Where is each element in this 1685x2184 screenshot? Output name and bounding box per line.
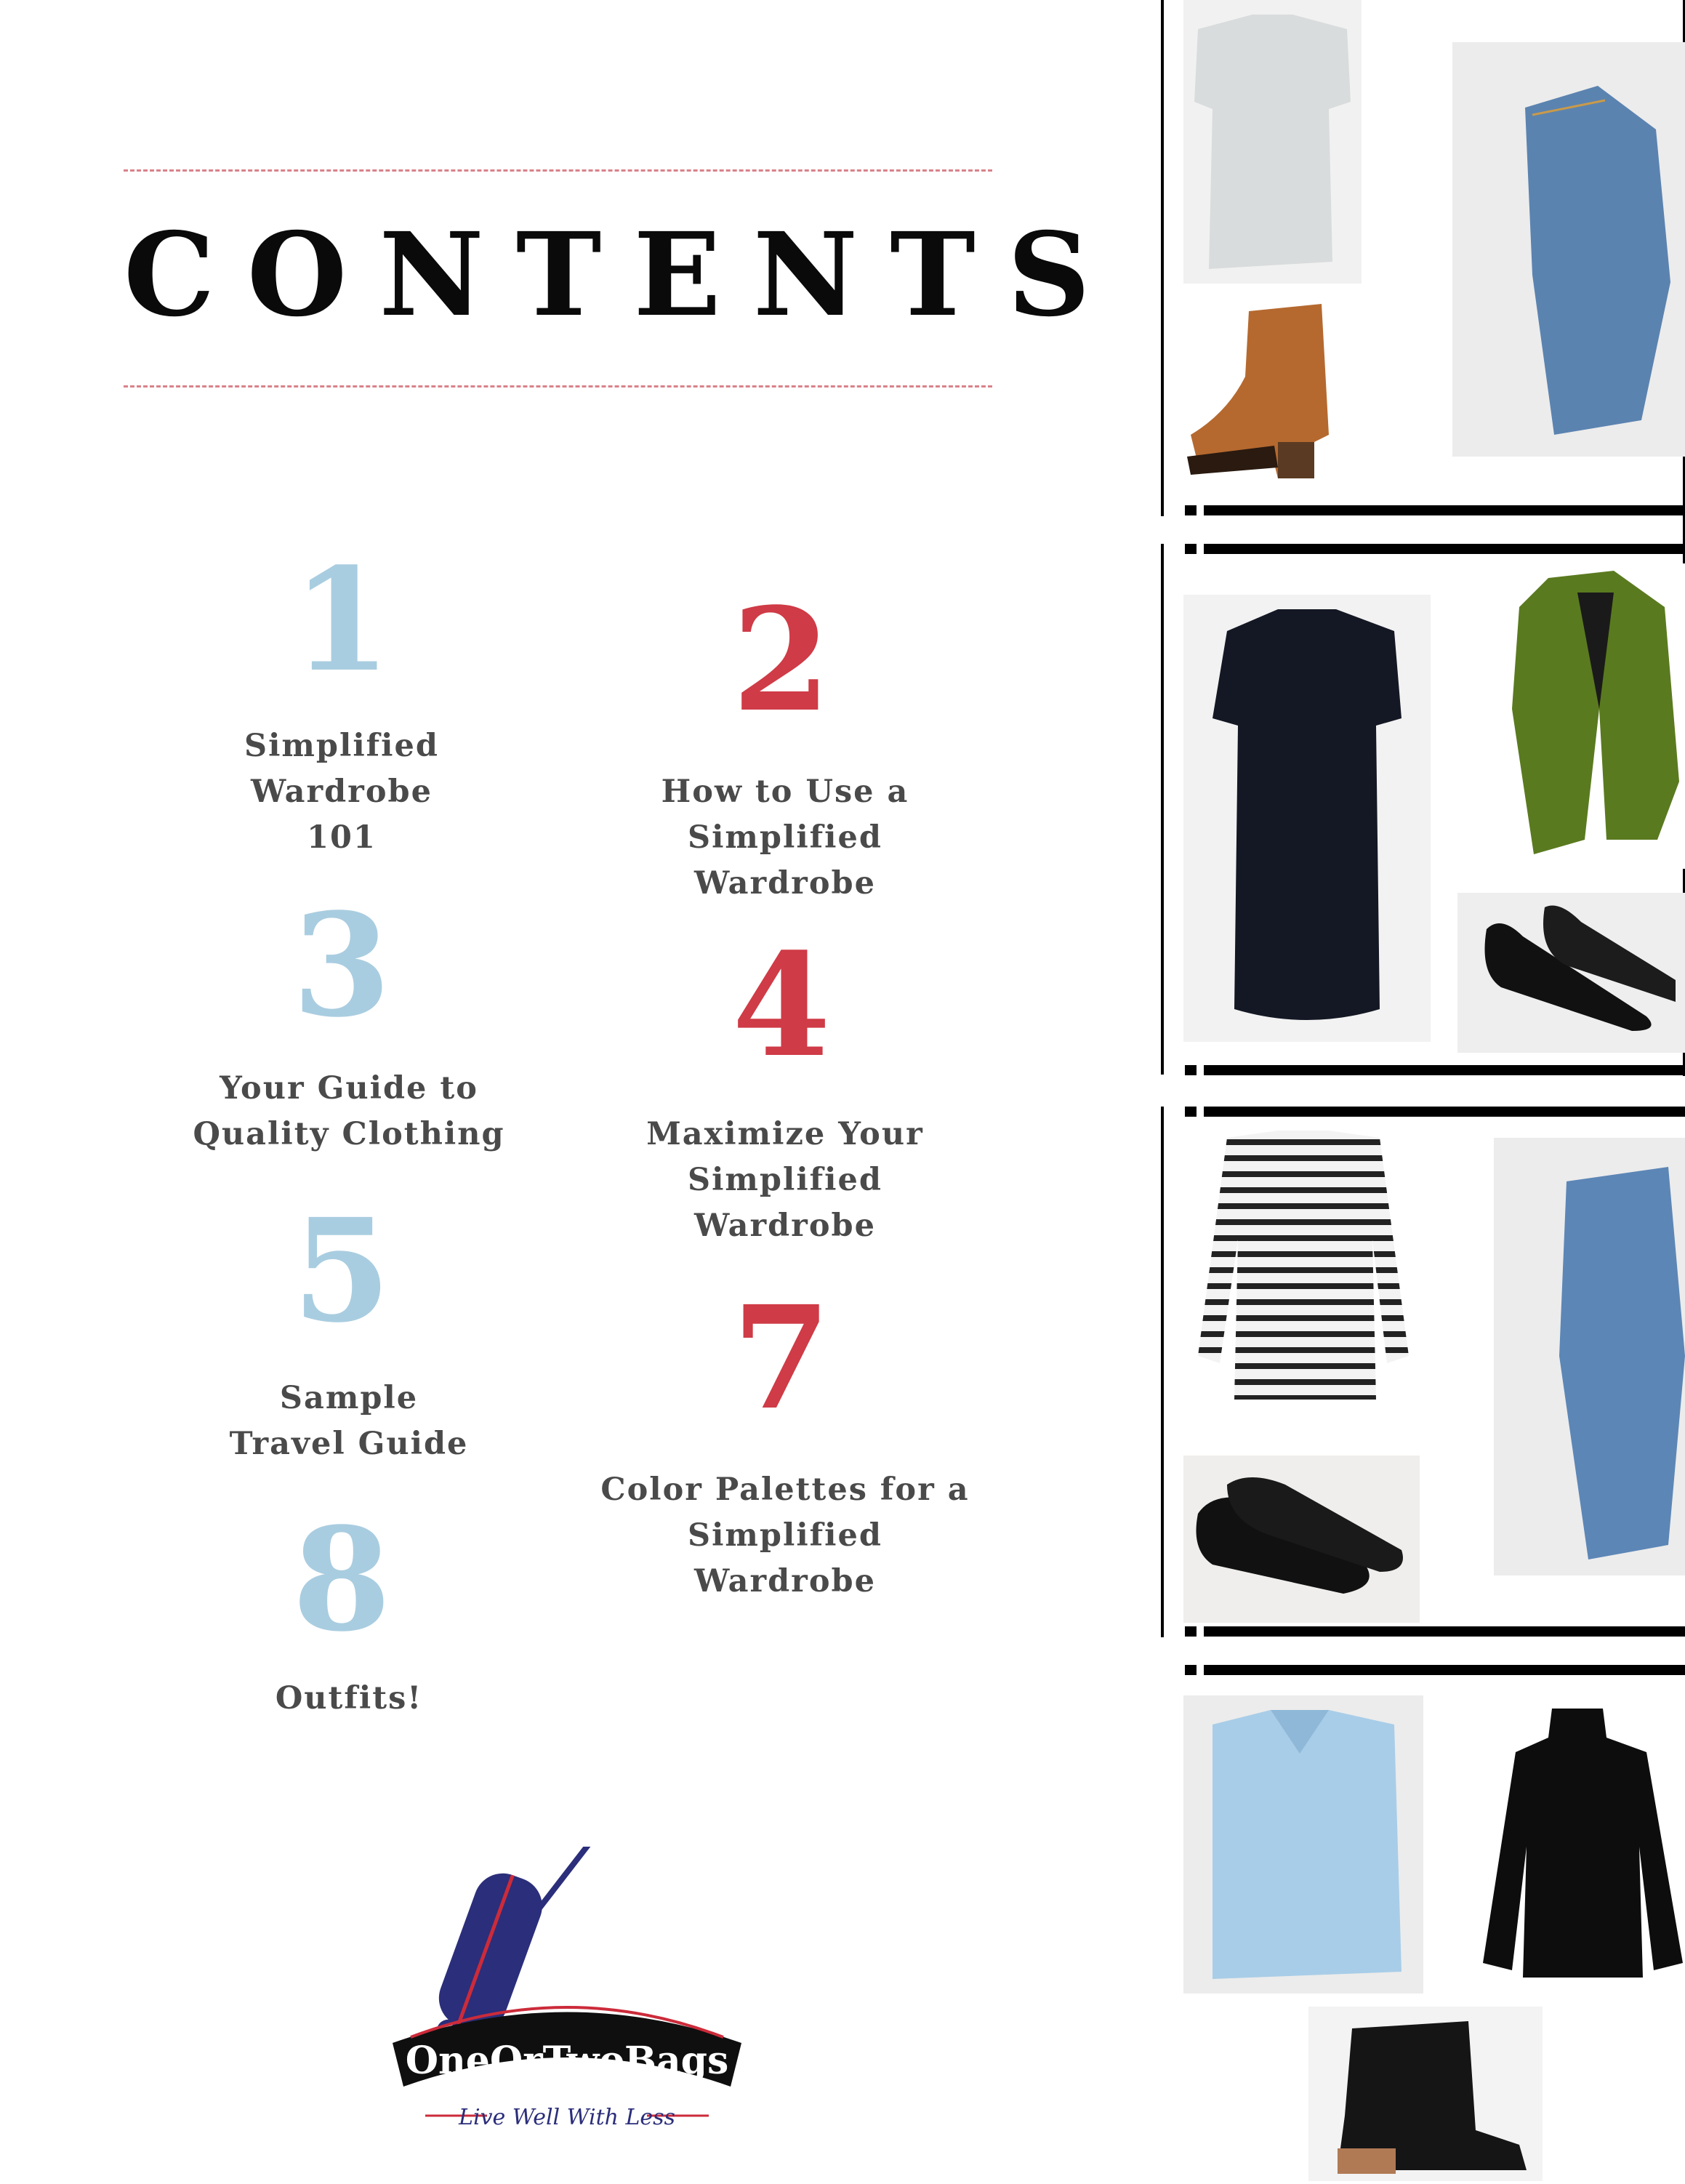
chapter-number: 2: [732, 577, 831, 743]
logo-brand-text: OneOrTwoBags: [405, 2039, 729, 2083]
logo-tagline: Live Well With Less: [459, 2105, 675, 2130]
chapter-label: How to Use a Simplified Wardrobe: [661, 774, 909, 902]
chapter-label: Sample Travel Guide: [229, 1380, 469, 1462]
chapter-number: 5: [292, 1187, 391, 1354]
chapter-label: Simplified Wardrobe 101: [244, 728, 439, 856]
denim-shirt-photo: [1183, 1695, 1423, 1994]
top-dashed-divider: [124, 169, 992, 172]
chapter-number: 3: [292, 882, 391, 1048]
collage-bar: [1204, 1107, 1685, 1117]
chapter-label: Your Guide to Quality Clothing: [193, 1070, 505, 1152]
black-flats-photo: [1457, 893, 1685, 1053]
collage-bar-stub: [1185, 544, 1197, 554]
chapter-number: 4: [732, 922, 831, 1088]
suitcase-icon: [378, 1847, 756, 2181]
chapter-number: 1: [292, 537, 391, 703]
black-chelsea-boot-photo: [1308, 2007, 1543, 2181]
black-dress-photo: [1183, 595, 1431, 1042]
bottom-dashed-divider: [124, 385, 992, 388]
collage-bar-stub: [1185, 505, 1197, 515]
chapter-label: Outfits!: [275, 1680, 423, 1717]
collage-bar-stub: [1185, 1065, 1197, 1075]
loafers-photo: [1183, 1456, 1420, 1623]
jeans-photo-2: [1494, 1138, 1685, 1575]
chapter-label: Maximize Your Simplified Wardrobe: [646, 1116, 924, 1244]
chapter-number: 7: [732, 1274, 831, 1441]
collage-bar-stub: [1185, 1626, 1197, 1637]
black-turtleneck-photo: [1472, 1701, 1685, 1992]
collage-bar: [1204, 1065, 1685, 1075]
page-title: CONTENTS: [124, 208, 1122, 342]
tshirt-gray-photo: [1183, 0, 1362, 284]
brown-boot-photo: [1183, 289, 1362, 482]
collage-bar: [1204, 505, 1685, 515]
collage-bar: [1204, 1665, 1685, 1675]
collage-bar: [1204, 1626, 1685, 1637]
brand-logo: [378, 1847, 756, 2181]
green-blazer-photo: [1490, 563, 1685, 869]
striped-top-photo: [1183, 1123, 1423, 1414]
collage-bar-stub: [1185, 1665, 1197, 1675]
collage-vertical-line: [1161, 544, 1164, 1075]
collage-bar-stub: [1185, 1107, 1197, 1117]
chapter-label: Color Palettes for a Simplified Wardrobe: [600, 1472, 970, 1599]
jeans-photo: [1452, 42, 1685, 457]
chapter-number: 8: [292, 1496, 391, 1663]
collage-bar: [1204, 544, 1685, 554]
collage-vertical-line: [1161, 1107, 1164, 1637]
collage-vertical-line: [1161, 0, 1164, 516]
